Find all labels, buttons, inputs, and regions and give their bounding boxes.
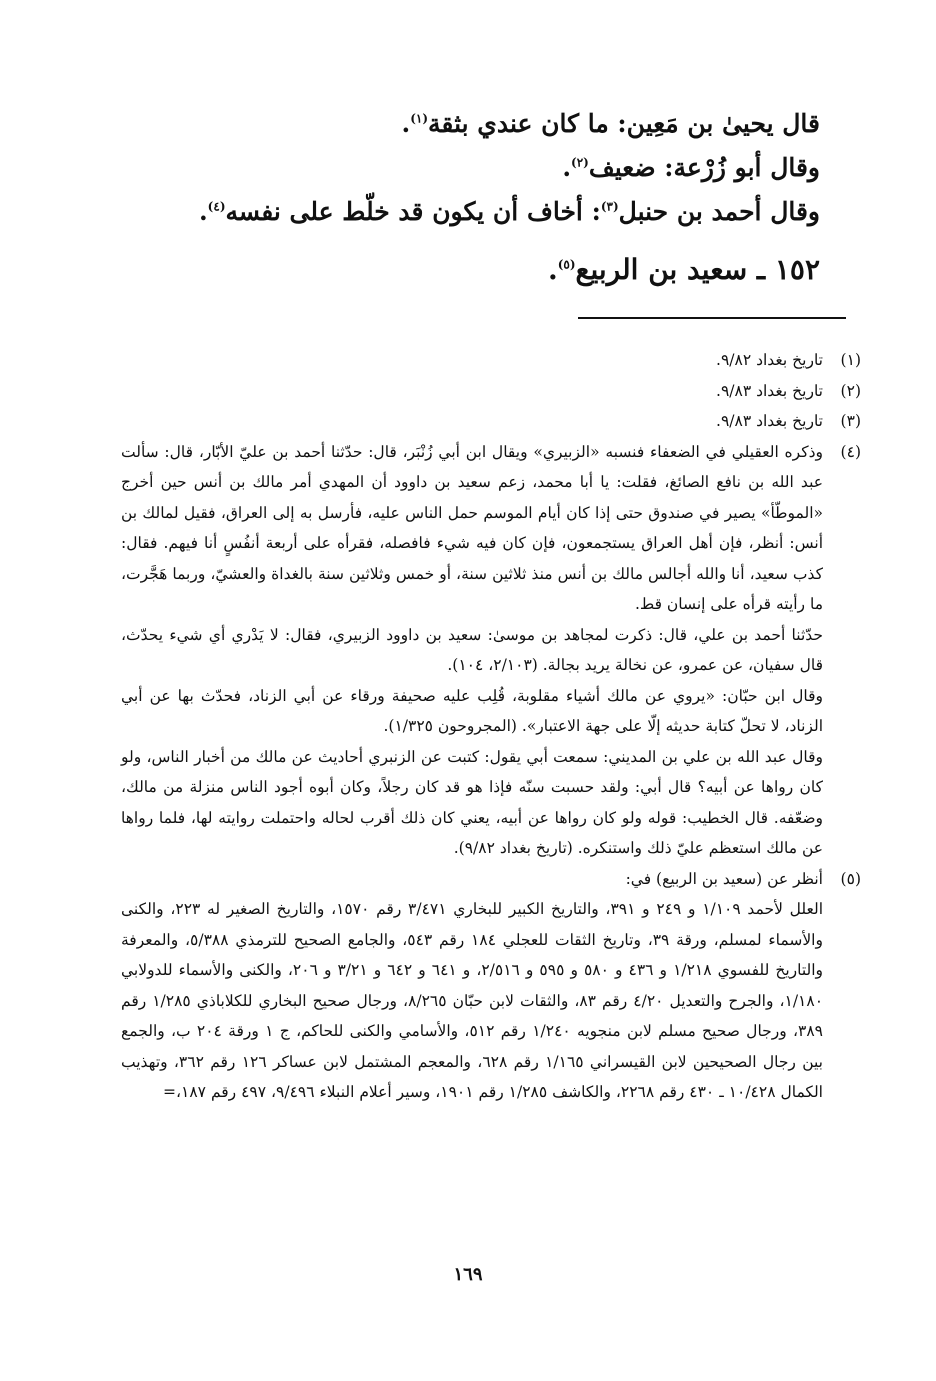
footnote-paragraph: حدّثنا أحمد بن علي، قال: ذكرت لمجاهد بن موسىٰ: سعيد بن داوود الزبيري، فقال: لا يَدْري أي شيء يحدّث، قال سفيان، عن عمرو، عن نخالة يريد بجالة. (٢/١٠٣، ١٠٤).: [121, 625, 823, 674]
footnote-1: [121, 345, 861, 376]
footnote-ref-2[interactable]: (٢): [571, 155, 589, 170]
footnote-paragraph: وقال عبد الله بن علي بن المديني: سمعت أبي يقول: كتبت عن الزنبري أحاديث عن مالك من أخبار الناس، ولو كان رواها عن أبيه؟ قال أبي: ولقد حسبت سنّه فإذا هو قد كان رجلاً، وكان أبوه أجود الناس منزلة من مالك، وضعّفه. قال الخطيب: قوله ولو كان رواها عن أبيه، يعني كان ذلك أقرب لحاله واحتملت روايته لها، فلما رواها عن مالك استعظم عليّ ذلك واستنكره. (تاريخ بغداد ٩/٨٢).: [121, 747, 823, 857]
footnote-body: تاريخ بغداد ٩/٨٣.: [716, 381, 823, 400]
footnote-ref-5[interactable]: (٥): [557, 257, 576, 272]
footnote-number: (٤): [840, 442, 861, 461]
page-number: ١٦٩: [453, 1264, 483, 1285]
footnote-ref-3[interactable]: (٣): [600, 199, 619, 214]
footnote-number: (٣): [840, 412, 861, 430]
main-line-2: وقال أبو زُرْعة: ضعيف$^{(٢)}$.: [562, 153, 820, 182]
footnote-4: [121, 437, 861, 864]
footnote-3: [121, 406, 861, 437]
footnote-5: [121, 864, 861, 1108]
footnotes: [121, 345, 861, 1108]
footnote-2: [121, 376, 861, 407]
footnote-number: (١): [840, 351, 861, 369]
footnote-ref-1[interactable]: (١): [410, 111, 429, 126]
main-line-1: قال يحيىٰ بن مَعِين: ما كان عندي بثقة$^{(١)}$.: [401, 109, 820, 138]
footnote-body: [121, 864, 823, 1108]
footnote-separator: [578, 317, 846, 319]
main-line-3: وقال أحمد بن حنبل$^{(٣)}$: أخاف أن يكون قد خلّط على نفسه$^{(٤)}$.: [198, 197, 820, 226]
footnote-body: تاريخ بغداد ٩/٨٣.: [716, 412, 823, 430]
footnote-number: (٢): [840, 381, 861, 400]
footnote-ref-4[interactable]: (٤): [207, 199, 226, 214]
footnote-paragraph: العلل لأحمد ١/١٠٩ و ٢٤٩ و ٣٩١، والتاريخ الكبير للبخاري ٣/٤٧١ رقم ١٥٧٠، والتاريخ الصغير له ٢٢٣، والكنى والأسماء لمسلم، ورقة ٣٩، وتاريخ الثقات للعجلي ١٨٤ رقم ٥٤٣، والجامع الصحيح للترمذي ٥/٣٨٨، والمعرفة والتاريخ للفسوي ١/٢١٨ و ٤٣٦ و ٥٨٠ و ٥٩٥ و ٢/٥١٦، و ٦٤١ و ٦٤٢ و ٣/٢١ و ٢٠٦، والكنى والأسماء للدولابي ١/١٨٠، والجرح والتعديل ٤/٢٠ رقم ٨٣، والثقات لابن حبّان ٨/٢٦٥، ورجال صحيح البخاري للكلاباذي ١/٢٨٥ رقم ٣٨٩، ورجال صحيح مسلم لابن منجويه ١/٢٤٠ رقم ٥١٢، والأسامي والكنى للحاكم، ج ١ ورقة ٢٠٤ ب، والجمع بين رجال الصحيحين لابن القيسراني ١/١٦٥ رقم ٦٢٨، والمعجم المشتمل لابن عساكر ١٢٦ رقم ٣٦٢، وتهذيب الكمال ١٠/٤٢٨ ـ ٤٣٠ رقم ٢٢٦٨، والكاشف ١/٢٨٥ رقم ١٩٠١، وسير أعلام النبلاء ٩/٤٩٦، ٤٩٧ رقم ١٨٧،=: [121, 900, 824, 1101]
footnote-number: (٥): [840, 869, 861, 888]
footnote-paragraph: وقال ابن حبّان: «يروي عن مالك أشياء مقلوبة، قُلِب عليه صحيفة ورقاء عن أبي الزناد، فحدّث بها عن أبي الزناد، لا تحلّ كتابة حديثه إلّا على جهة الاعتبار». (المجروحون ١/٣٢٥).: [121, 686, 823, 735]
footnote-paragraph: وذكره العقيلي في الضعفاء فنسبه «الزبيري» ويقال ابن أبي زُنْبَر، قال: حدّثنا أحمد بن عليّ الأبّار، قال: سألت عبد الله بن نافع الصائغ، فقلت: يا أبا محمد، زعم سعيد بن داوود أن المهدي أمر مالك بن أنس حين أخرج «الموطّأ» يصير في صندوق حتى إذا كان أيام الموسم حمل الناس عليه، فأرسل به إلى العراق، فقيل لمالك بن أنس: أنظر، فإن أهل العراق يستجمعون، فإن كان فيه شيء فافصله، فقرأه على أربعة أنفُسٍ أنا فيهم. فقال: كذب سعيد، أنا والله أجالس مالك بن أنس منذ ثلاثين سنة، أو خمس وثلاثين سنة بالغداة والعشيّ، وربما هَجَّرت، ما رأيته قرأه على إنسان قط.: [121, 442, 824, 613]
footnote-paragraph: أنظر عن (سعيد بن الربيع) في:: [625, 869, 823, 888]
footnote-body: تاريخ بغداد ٩/٨٢.: [716, 351, 823, 369]
entry-heading: ١٥٢ ـ سعيد بن الربيع$^{(٥)}$.: [547, 253, 820, 286]
main-text: [140, 102, 820, 292]
footnote-body: [121, 437, 823, 864]
